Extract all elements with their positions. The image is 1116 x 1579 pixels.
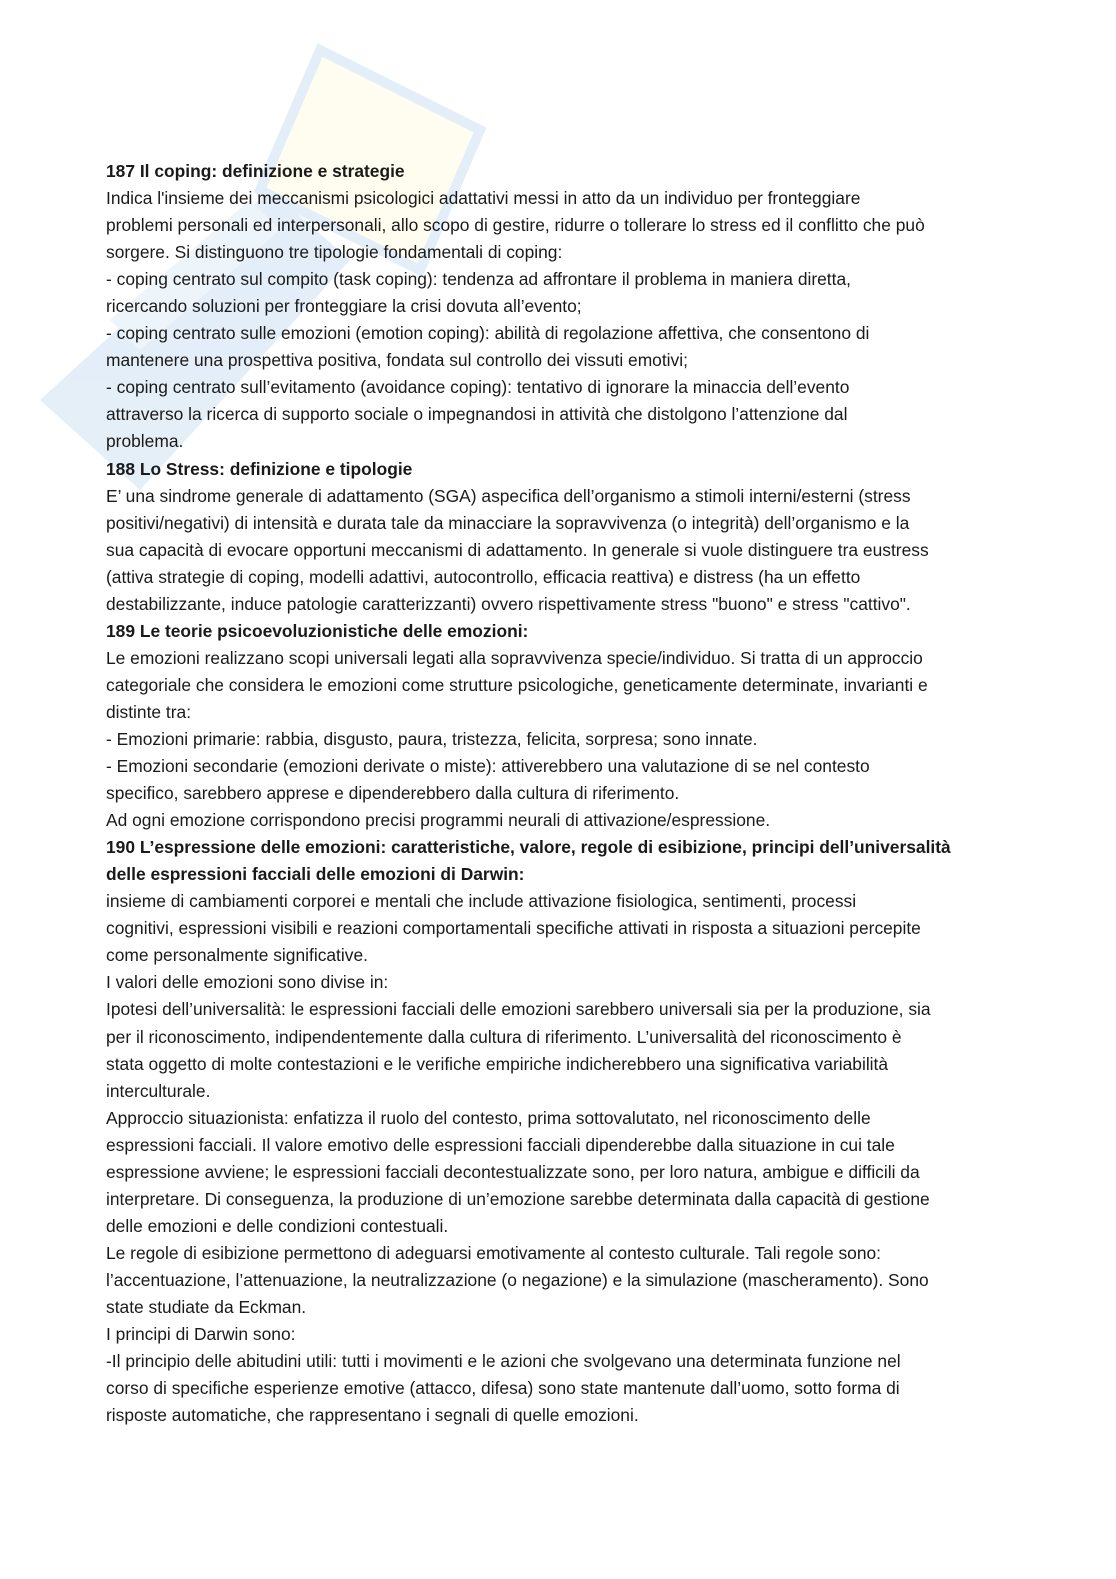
text-line: - Emozioni secondarie (emozioni derivate o miste): attiverebbero una valutazione di se nel contesto [106,756,870,777]
text-line: ricercando soluzioni per fronteggiare la crisi dovuta all’evento; [106,296,582,317]
text-line: interculturale. [106,1080,211,1101]
text-line: - coping centrato sul compito (task coping): tendenza ad affrontare il problema in maniera diretta, [106,269,851,290]
text-line: - coping centrato sull’evitamento (avoidance coping): tentativo di ignorare la minaccia dell’evento [106,377,850,398]
text-line: (attiva strategie di coping, modelli adattivi, autocontrollo, efficacia reattiva) e distress (ha un effetto [106,566,861,587]
text-line: l’accentuazione, l’attenuazione, la neutralizzazione (o negazione) e la simulazione (mascheramento). Sono [106,1269,929,1290]
text-line: espressioni facciali. Il valore emotivo delle espressioni facciali dipenderebbe dalla situazione in cui tale [106,1134,895,1155]
text-line: distinte tra: [106,701,192,722]
text-line: state studiate da Eckman. [106,1296,307,1317]
text-line: - Emozioni primarie: rabbia, disgusto, paura, tristezza, felicita, sorpresa; sono innate. [106,728,758,749]
text-line: I principi di Darwin sono: [106,1324,296,1345]
section-190-heading: 190 L’espressione delle emozioni: caratteristiche, valore, regole di esibizione, principi dell’universalità [106,837,951,858]
text-line: come personalmente significative. [106,945,368,966]
text-line: - coping centrato sulle emozioni (emotion coping): abilità di regolazione affettiva, che consentono di [106,323,870,344]
text-line: sorgere. Si distinguono tre tipologie fondamentali di coping: [106,242,563,263]
text-line: Ad ogni emozione corrispondono precisi programmi neurali di attivazione/espressione. [106,810,771,831]
section-190-heading-cont: delle espressioni facciali delle emozioni di Darwin: [106,864,525,885]
section-188-heading: 188 Lo Stress: definizione e tipologie [106,458,413,479]
text-line: cognitivi, espressioni visibili e reazioni comportamentali specifiche attivati in risposta a situazioni percepite [106,918,921,939]
text-line: specifico, sarebbero apprese e dipenderebbero dalla cultura di riferimento. [106,783,680,804]
text-line: Le emozioni realizzano scopi universali legati alla sopravvivenza specie/individuo. Si tratta di un approccio [106,647,923,668]
text-line: -Il principio delle abitudini utili: tutti i movimenti e le azioni che svolgevano una determinata funzione nel [106,1351,901,1372]
text-line: Le regole di esibizione permettono di adeguarsi emotivamente al contesto culturale. Tali regole sono: [106,1242,881,1263]
text-line: insieme di cambiamenti corporei e mentali che include attivazione fisiologica, sentimenti, processi [106,891,857,912]
text-line: Ipotesi dell’universalità: le espressioni facciali delle emozioni sarebbero universali sia per la produzione, sia [106,999,931,1020]
section-187-heading: 187 Il coping: definizione e strategie [106,161,405,181]
section-189-heading: 189 Le teorie psicoevoluzionistiche delle emozioni: [106,620,529,641]
text-line: E’ una sindrome generale di adattamento (SGA) aspecifica dell’organismo a stimoli interni/esterni (stress [106,485,911,506]
text-line: interpretare. Di conseguenza, la produzione di un’emozione sarebbe determinata dalla capacità di gestione [106,1188,930,1209]
text-line: sua capacità di evocare opportuni meccanismi di adattamento. In generale si vuole distinguere tra eustress [106,539,929,560]
text-line: mantenere una prospettiva positiva, fondata sul controllo dei vissuti emotivi; [106,350,688,371]
text-line: positivi/negativi) di intensità e durata tale da minacciare la sopravvivenza (o integrità) dell’organismo e la [106,512,910,533]
text-line: espressione avviene; le espressioni facciali decontestualizzate sono, per loro natura, ambigue e difficili da [106,1161,920,1182]
text-line: attraverso la ricerca di supporto sociale o impegnandosi in attività che distolgono l’attenzione dal [106,404,848,425]
text-line: destabilizzante, induce patologie caratterizzanti) ovvero rispettivamente stress "buono" e stress "cattivo". [106,593,911,614]
text-line: delle emozioni e delle condizioni contestuali. [106,1215,449,1236]
document-body [106,158,1012,1429]
text-line: Indica l'insieme dei meccanismi psicologici adattativi messi in atto da un individuo per fronteggiare [106,188,861,209]
text-line: categoriale che considera le emozioni come strutture psicologiche, geneticamente determinate, invarianti e [106,674,928,695]
text-line: risposte automatiche, che rappresentano i segnali di quelle emozioni. [106,1405,639,1426]
text-line: per il riconoscimento, indipendentemente dalla cultura di riferimento. L’universalità del riconoscimento è [106,1026,902,1047]
text-line: I valori delle emozioni sono divise in: [106,972,389,993]
text-line: problemi personali ed interpersonali, allo scopo di gestire, ridurre o tollerare lo stress ed il conflitto che può [106,215,925,236]
text-line: Approccio situazionista: enfatizza il ruolo del contesto, prima sottovalutato, nel riconoscimento delle [106,1107,871,1128]
text-line: stata oggetto di molte contestazioni e le verifiche empiriche indicherebbero una significativa variabilità [106,1053,889,1074]
text-line: corso di specifiche esperienze emotive (attacco, difesa) sono state mantenute dall’uomo, sotto forma di [106,1378,900,1399]
text-line: problema. [106,431,184,452]
